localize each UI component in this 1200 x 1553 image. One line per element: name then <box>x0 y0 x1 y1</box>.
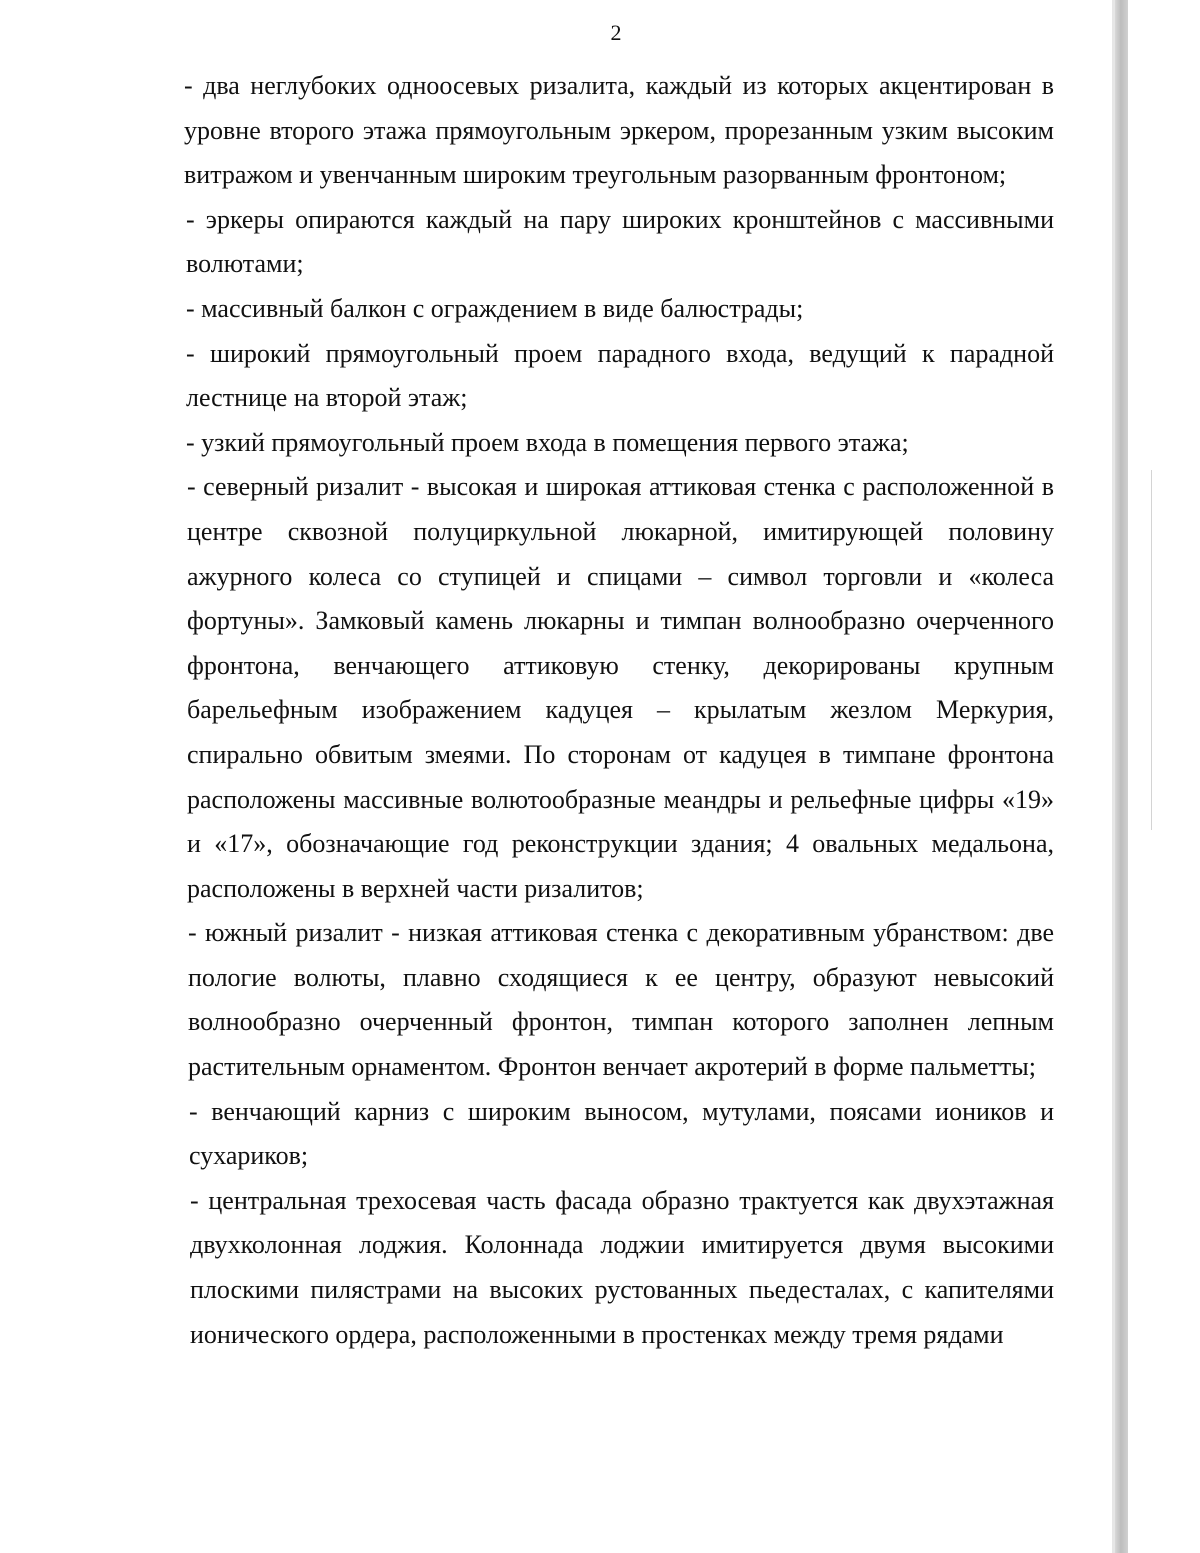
paragraph-south-risalit: - южный ризалит - низкая аттиковая стенка с декоративным убранством: две пологие волюты, плавно сходящиеся к ее центру, образуют невысокий волнообразно очерченный фронтон, тимпан которого заполнен лепным растительным орнаментом. Фронтон венчает акротерий в форме пальметты; <box>188 918 1054 1082</box>
document-body <box>186 64 1054 1357</box>
paragraph-cornice: - венчающий карниз с широким выносом, мутулами, поясами иоников и сухариков; <box>189 1096 1054 1171</box>
scan-edge <box>1115 0 1128 1553</box>
paragraph-central-part: - центральная трехосевая часть фасада образно трактуется как двухэтажная двухколонная лоджия. Колоннада лоджии имитируется двумя высокими плоскими пилястрами на высоких рустованных пьедесталах, с капителями ионического ордера, расположенными в простенках между тремя рядами <box>190 1185 1054 1349</box>
scan-line <box>1151 470 1152 830</box>
paragraph-ground-entrance: - узкий прямоугольный проем входа в помещения первого этажа; <box>186 427 909 457</box>
paragraph-risalits: - два неглубоких одноосевых ризалита, каждый из которых акцентирован в уровне второго этажа прямоугольным эркером, прорезанным узким высоким витражом и увенчанным широким треугольным разорванным фронтоном; <box>184 71 1054 190</box>
page-number: 2 <box>610 20 622 45</box>
paragraph-main-entrance: - широкий прямоугольный проем парадного входа, ведущий к парадной лестнице на второй этаж; <box>186 338 1054 413</box>
paragraph-bay-windows: - эркеры опираются каждый на пару широких кронштейнов с массивными волютами; <box>186 204 1054 279</box>
paragraph-north-risalit: - северный ризалит - высокая и широкая аттиковая стенка с расположенной в центре сквозной полуциркульной люкарной, имитирующей половину ажурного колеса со ступицей и спицами – символ торговли и «колеса фортуны». Замковый камень люкарны и тимпан волнообразно очерченного фронтона, венчающего аттиковую стенку, декорированы крупным барельефным изображением кадуцея – крылатым жезлом Меркурия, спирально обвитым змеями. По сторонам от кадуцея в тимпане фронтона расположены массивные волютообразные меандры и рельефные цифры «19» и «17», обозначающие год реконструкции здания; 4 овальных медальона, расположены в верхней части ризалитов; <box>187 472 1054 903</box>
paragraph-balcony: - массивный балкон с ограждением в виде балюстрады; <box>186 293 804 323</box>
